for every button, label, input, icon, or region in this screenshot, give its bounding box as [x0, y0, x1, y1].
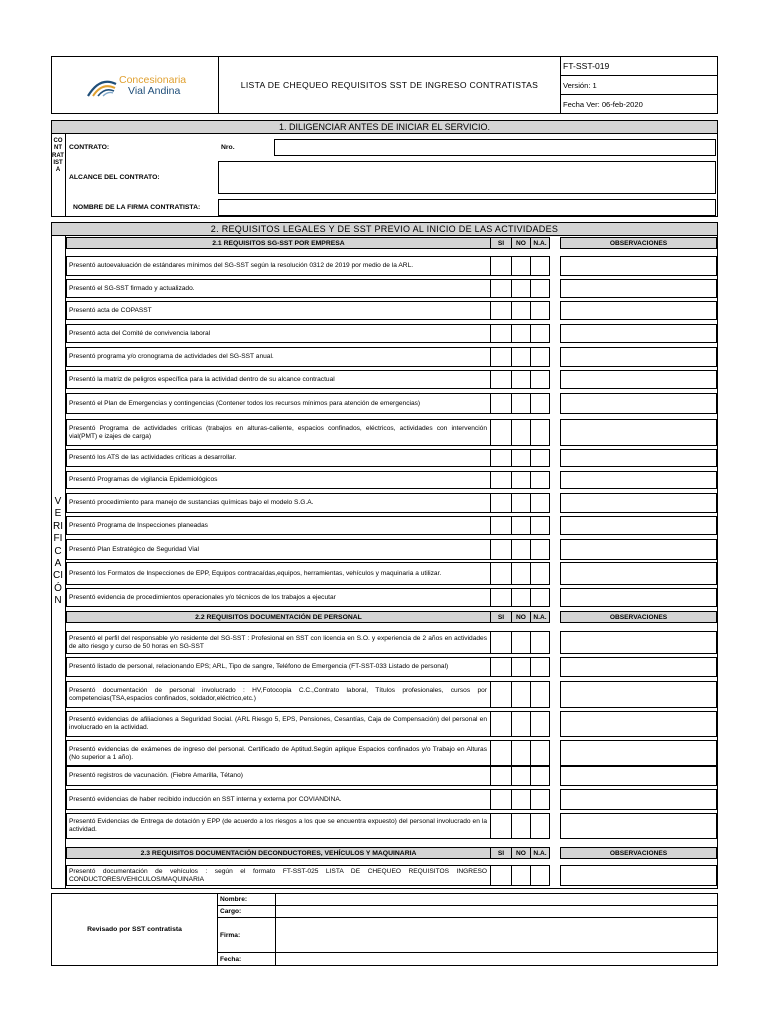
observations-field[interactable]	[560, 711, 717, 737]
observations-field[interactable]	[560, 631, 717, 654]
logo-line2: Vial Andina	[128, 85, 181, 97]
requirement-text: Presentó Programas de vigilancia Epidemiológicos	[66, 471, 491, 489]
check-na[interactable]	[530, 865, 550, 886]
requirement-text: Presentó Plan Estratégico de Seguridad Vial	[66, 539, 491, 560]
check-si[interactable]	[490, 865, 512, 886]
observations-field[interactable]	[560, 393, 717, 414]
verificacion-side-label: VERIFICACIÓN	[53, 496, 63, 607]
logo-line1: Concesionaria	[119, 74, 187, 86]
check-no[interactable]	[511, 419, 531, 446]
check-no[interactable]	[511, 740, 531, 767]
check-si[interactable]	[490, 562, 512, 585]
observations-field[interactable]	[560, 516, 717, 535]
signature-label: Firma:	[220, 931, 241, 939]
name-label: Nombre:	[220, 896, 248, 903]
check-si[interactable]	[490, 631, 512, 654]
col-header-na: N.A.	[530, 611, 550, 623]
check-si[interactable]	[490, 789, 512, 810]
check-si[interactable]	[490, 419, 512, 446]
check-na[interactable]	[530, 516, 550, 535]
col-header-na: N.A.	[530, 847, 550, 859]
observations-field[interactable]	[560, 324, 717, 343]
check-no[interactable]	[511, 347, 531, 367]
col-header-no: NO	[511, 847, 531, 859]
contractor-firm-field[interactable]	[218, 199, 716, 216]
check-no[interactable]	[511, 393, 531, 414]
check-si[interactable]	[490, 681, 512, 708]
check-na[interactable]	[530, 493, 550, 513]
col-header-na: N.A.	[530, 237, 550, 249]
check-na[interactable]	[530, 657, 550, 677]
check-si[interactable]	[490, 324, 512, 343]
contract-scope-field[interactable]	[218, 161, 716, 194]
sub21-title: 2.1 REQUISITOS SG-SST POR EMPRESA	[66, 237, 491, 249]
check-no[interactable]	[511, 449, 531, 467]
contract-number-label: Nro.	[221, 144, 235, 151]
requirement-text: Presentó documentación de vehículos : según el formato FT-SST-025 LISTA DE CHEQUEO REQUISITOS INGRESO CONDUCTORES/VEHICULOS/MAQUINARIA	[66, 865, 491, 886]
col-header-si: SI	[490, 847, 512, 859]
name-field[interactable]	[276, 894, 717, 905]
col-header-no: NO	[511, 237, 531, 249]
check-na[interactable]	[530, 370, 550, 389]
requirement-text: Presentó Evidencias de Entrega de dotación y EPP (de acuerdo a los riesgos a los que se encuentra expuesto) del personal involucrado en la actividad.	[66, 813, 491, 839]
observations-field[interactable]	[560, 657, 717, 677]
logo-arc-icon	[86, 74, 118, 98]
reviewed-by-label: Revisado por SST contratista	[87, 926, 182, 933]
check-no[interactable]	[511, 493, 531, 513]
date-field[interactable]	[276, 953, 717, 965]
col-header-no: NO	[511, 611, 531, 623]
check-na[interactable]	[530, 681, 550, 708]
check-si[interactable]	[490, 588, 512, 607]
observations-field[interactable]	[560, 419, 717, 446]
check-na[interactable]	[530, 279, 550, 298]
requirement-text: Presentó Programa de actividades críticas (trabajos en alturas-caliente, espacios confinados, eléctricos, actividades con intervención vial(PMT) e izajes de carga)	[66, 419, 491, 446]
check-si[interactable]	[490, 740, 512, 767]
check-si[interactable]	[490, 516, 512, 535]
check-no[interactable]	[511, 370, 531, 389]
requirement-text: Presentó evidencias de exámenes de ingreso del personal. Certificado de Aptitud.Según aplique Espacios confinados y/o Trabajo en Alturas (No superior a 1 año).	[66, 740, 491, 767]
check-si[interactable]	[490, 711, 512, 737]
sub23-title: 2.3 REQUISITOS DOCUMENTACIÓN DECONDUCTORES, VEHÍCULOS Y MAQUINARIA	[66, 847, 491, 859]
observations-field[interactable]	[560, 471, 717, 489]
check-no[interactable]	[511, 256, 531, 276]
requirement-text: Presentó los Formatos de Inspecciones de EPP, Equipos contracaídas,equipos, herramientas, vehículos y maquinaria a utilizar.	[66, 562, 491, 585]
check-si[interactable]	[490, 347, 512, 367]
observations-field[interactable]	[560, 493, 717, 513]
observations-field[interactable]	[560, 789, 717, 810]
check-no[interactable]	[511, 562, 531, 585]
col-header-si: SI	[490, 611, 512, 623]
requirement-text: Presentó los ATS de las actividades críticas a desarrollar.	[66, 449, 491, 467]
observations-field[interactable]	[560, 279, 717, 298]
check-no[interactable]	[511, 765, 531, 786]
requirement-text: Presentó autoevaluación de estándares mínimos del SG-SST según la resolución 0312 de 2019 por medio de la ARL.	[66, 256, 491, 276]
sub22-title: 2.2 REQUISITOS DOCUMENTACIÓN DE PERSONAL	[66, 611, 491, 623]
form-code: FT-SST-019	[563, 61, 610, 71]
role-label: Cargo:	[220, 908, 242, 915]
observations-field[interactable]	[560, 347, 717, 367]
check-no[interactable]	[511, 279, 531, 298]
observations-field[interactable]	[560, 588, 717, 607]
observations-field[interactable]	[560, 681, 717, 708]
check-na[interactable]	[530, 449, 550, 467]
check-no[interactable]	[511, 324, 531, 343]
check-si[interactable]	[490, 493, 512, 513]
check-na[interactable]	[530, 813, 550, 839]
requirement-text: Presentó documentación de personal involucrado : HV,Fotocopia C.C.,Contrato laboral, Títulos profesionales, cursos por competencias(TSA,espacios confinados, soldador,eléctrico,etc.)	[66, 681, 491, 708]
requirement-text: Presentó Programa de Inspecciones planeadas	[66, 516, 491, 535]
check-si[interactable]	[490, 657, 512, 677]
observations-field[interactable]	[560, 765, 717, 786]
check-si[interactable]	[490, 765, 512, 786]
check-no[interactable]	[511, 711, 531, 737]
check-no[interactable]	[511, 681, 531, 708]
check-na[interactable]	[530, 789, 550, 810]
check-no[interactable]	[511, 865, 531, 886]
requirement-text: Presentó la matriz de peligros específica para la actividad dentro de su alcance contractual	[66, 370, 491, 389]
requirement-text: Presentó acta del Comité de convivencia laboral	[66, 324, 491, 343]
form-date: Fecha Ver: 06-feb-2020	[563, 100, 643, 109]
check-na[interactable]	[530, 324, 550, 343]
requirement-text: Presentó evidencias de afiliaciones a Seguridad Social. (ARL Riesgo 5, EPS, Pensiones, Cesantías, Caja de Compensación) del personal en involucrado en la actividad.	[66, 711, 491, 737]
check-no[interactable]	[511, 516, 531, 535]
date-label: Fecha:	[220, 955, 242, 963]
check-no[interactable]	[511, 588, 531, 607]
section1-title: 1. DILIGENCIAR ANTES DE INICIAR EL SERVICIO.	[51, 120, 718, 134]
observations-field[interactable]	[560, 256, 717, 276]
requirement-text: Presentó acta de COPASST	[66, 301, 491, 320]
check-na[interactable]	[530, 471, 550, 489]
check-si[interactable]	[490, 301, 512, 320]
check-no[interactable]	[511, 789, 531, 810]
check-na[interactable]	[530, 539, 550, 560]
check-si[interactable]	[490, 471, 512, 489]
requirement-text: Presentó programa y/o cronograma de actividades del SG-SST anual.	[66, 347, 491, 367]
check-no[interactable]	[511, 813, 531, 839]
check-no[interactable]	[511, 539, 531, 560]
company-logo	[86, 72, 206, 100]
observations-field[interactable]	[560, 449, 717, 467]
observations-field[interactable]	[560, 539, 717, 560]
check-no[interactable]	[511, 471, 531, 489]
observations-field[interactable]	[560, 740, 717, 767]
observations-field[interactable]	[560, 301, 717, 320]
check-no[interactable]	[511, 631, 531, 654]
requirement-text: Presentó evidencias de haber recibido inducción en SST interna y externa por COVIANDINA.	[66, 789, 491, 810]
requirement-text: Presentó listado de personal, relacionando EPS; ARL, Tipo de sangre, Teléfono de Emergencia (FT-SST-033 Listado de personal)	[66, 657, 491, 677]
col-header-observations: OBSERVACIONES	[560, 847, 717, 859]
section2-title: 2. REQUISITOS LEGALES Y DE SST PREVIO AL INICIO DE LAS ACTIVIDADES	[51, 222, 718, 236]
requirement-text: Presentó procedimiento para manejo de sustancias químicas bajo el modelo S.G.A.	[66, 493, 491, 513]
col-header-observations: OBSERVACIONES	[560, 237, 717, 249]
check-na[interactable]	[530, 631, 550, 654]
observations-field[interactable]	[560, 370, 717, 389]
check-no[interactable]	[511, 657, 531, 677]
col-header-si: SI	[490, 237, 512, 249]
signature-field[interactable]	[276, 918, 717, 952]
check-na[interactable]	[530, 740, 550, 767]
check-na[interactable]	[530, 588, 550, 607]
observations-field[interactable]	[560, 865, 717, 886]
observations-field[interactable]	[560, 562, 717, 585]
contract-label: CONTRATO:	[69, 144, 110, 151]
check-no[interactable]	[511, 301, 531, 320]
role-field[interactable]	[276, 906, 717, 917]
contract-number-field[interactable]	[274, 139, 716, 156]
col-header-observations: OBSERVACIONES	[560, 611, 717, 623]
form-version: Versión: 1	[563, 80, 597, 90]
check-si[interactable]	[490, 256, 512, 276]
check-si[interactable]	[490, 279, 512, 298]
section1-side-divider	[65, 134, 66, 216]
check-na[interactable]	[530, 301, 550, 320]
check-na[interactable]	[530, 347, 550, 367]
check-na[interactable]	[530, 256, 550, 276]
check-na[interactable]	[530, 711, 550, 737]
requirement-text: Presentó el SG-SST firmado y actualizado.	[66, 279, 491, 298]
contractor-firm-label: NOMBRE DE LA FIRMA CONTRATISTA:	[73, 204, 201, 211]
check-si[interactable]	[490, 370, 512, 389]
check-si[interactable]	[490, 449, 512, 467]
requirement-text: Presentó evidencia de procedimientos operacionales y/o técnicos de los trabajos a ejecutar	[66, 588, 491, 607]
contract-scope-label: ALCANCE DEL CONTRATO:	[69, 174, 160, 181]
check-na[interactable]	[530, 419, 550, 446]
observations-field[interactable]	[560, 813, 717, 839]
contratista-side-label: CONTRATISTA	[52, 138, 64, 174]
check-na[interactable]	[530, 393, 550, 414]
requirement-text: Presentó el Plan de Emergencias y contingencias (Contener todos los recursos mínimos para atención de emergencias)	[66, 393, 491, 414]
check-si[interactable]	[490, 539, 512, 560]
check-si[interactable]	[490, 813, 512, 839]
check-na[interactable]	[530, 562, 550, 585]
form-title: LISTA DE CHEQUEO REQUISITOS SST DE INGRESO CONTRATISTAS	[240, 80, 539, 90]
check-na[interactable]	[530, 765, 550, 786]
requirement-text: Presentó el perfil del responsable y/o residente del SG-SST : Profesional en SST con licencia en S.O. y experiencia de 2 años en actividades de alto riesgo y curso de 50 horas en SG-SST	[66, 631, 491, 654]
requirement-text: Presentó registros de vacunación. (Fiebre Amarilla, Tétano)	[66, 765, 491, 786]
check-si[interactable]	[490, 393, 512, 414]
